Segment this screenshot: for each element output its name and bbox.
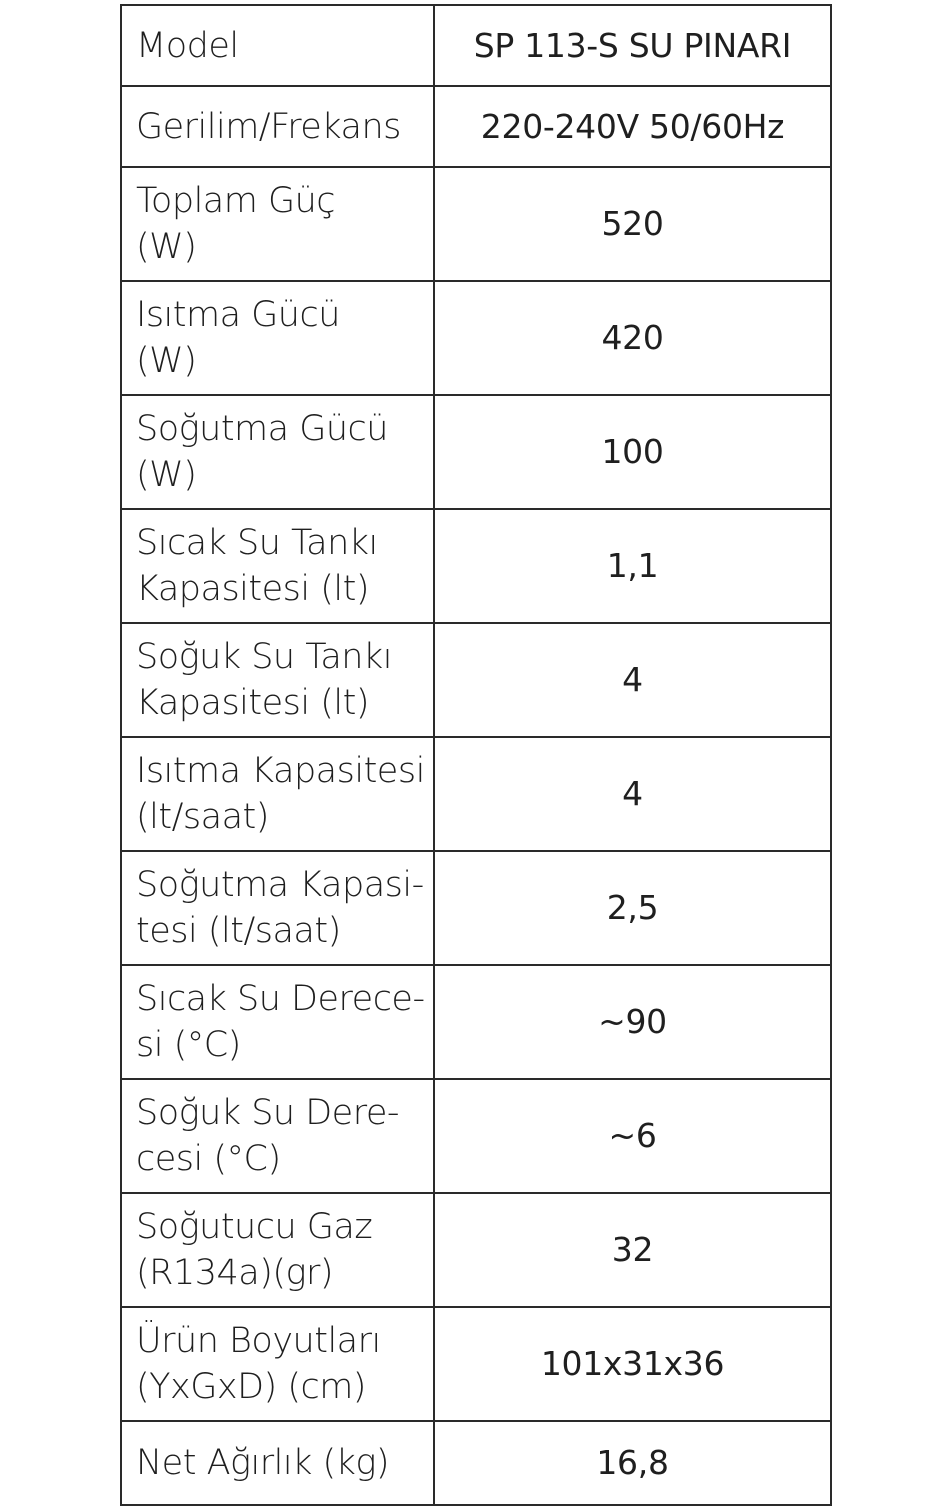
spec-label-line: (W) <box>136 341 197 381</box>
spec-value: 32 <box>434 1193 831 1307</box>
spec-label <box>121 167 434 281</box>
spec-label-line: (R134a)(gr) <box>136 1253 334 1293</box>
table-row <box>121 1307 831 1421</box>
spec-value: ~6 <box>434 1079 831 1193</box>
spec-label-line: (lt/saat) <box>136 797 269 837</box>
spec-label-line: Kapasitesi (lt) <box>136 569 370 609</box>
spec-label <box>121 86 434 167</box>
spec-label-line: Gerilim/Frekans <box>136 106 401 147</box>
spec-label <box>121 509 434 623</box>
spec-label-line: cesi (°C) <box>136 1139 281 1179</box>
spec-label <box>121 281 434 395</box>
table-row <box>121 1079 831 1193</box>
spec-label <box>121 5 434 86</box>
spec-value: 1,1 <box>434 509 831 623</box>
spec-label-line: Ürün Boyutları <box>136 1321 381 1361</box>
spec-label <box>121 1307 434 1421</box>
spec-label-line: Sıcak Su Derece- <box>136 979 425 1019</box>
spec-label-line: (W) <box>136 455 197 495</box>
spec-label-line: Isıtma Kapasitesi <box>136 751 425 791</box>
spec-label <box>121 851 434 965</box>
table-row <box>121 281 831 395</box>
spec-value: 16,8 <box>434 1421 831 1505</box>
table-row <box>121 5 831 86</box>
spec-label-line: Soğuk Su Dere- <box>136 1093 400 1133</box>
spec-value: 4 <box>434 623 831 737</box>
spec-label-line: Soğutucu Gaz <box>136 1207 373 1247</box>
table-row <box>121 86 831 167</box>
spec-value: 4 <box>434 737 831 851</box>
spec-label <box>121 965 434 1079</box>
table-row <box>121 737 831 851</box>
spec-value: 220-240V 50/60Hz <box>434 86 831 167</box>
spec-label-line: Isıtma Gücü <box>136 295 340 335</box>
spec-label <box>121 1421 434 1505</box>
table-row <box>121 395 831 509</box>
spec-table <box>120 4 832 1506</box>
spec-label-line: Soğuk Su Tankı <box>136 637 392 677</box>
spec-value: 2,5 <box>434 851 831 965</box>
spec-label <box>121 1079 434 1193</box>
spec-label-line: si (°C) <box>136 1025 241 1065</box>
spec-label-line: Sıcak Su Tankı <box>136 523 378 563</box>
spec-value: 100 <box>434 395 831 509</box>
spec-label-line: Soğutma Gücü <box>136 409 388 449</box>
spec-label-line: Model <box>136 25 239 66</box>
spec-label <box>121 623 434 737</box>
spec-label-line: Toplam Güç <box>136 181 336 221</box>
spec-value: 520 <box>434 167 831 281</box>
spec-value: SP 113-S SU PINARI <box>434 5 831 86</box>
table-row <box>121 851 831 965</box>
spec-value: ~90 <box>434 965 831 1079</box>
spec-label-line: tesi (lt/saat) <box>136 911 341 951</box>
spec-label-line: Net Ağırlık (kg) <box>136 1443 390 1483</box>
spec-label <box>121 1193 434 1307</box>
spec-value: 420 <box>434 281 831 395</box>
spec-label-line: Kapasitesi (lt) <box>136 683 370 723</box>
table-row <box>121 965 831 1079</box>
table-row <box>121 509 831 623</box>
spec-value: 101x31x36 <box>434 1307 831 1421</box>
table-row <box>121 167 831 281</box>
spec-label-line: Soğutma Kapasi- <box>136 865 424 905</box>
table-row <box>121 623 831 737</box>
spec-label <box>121 737 434 851</box>
spec-label <box>121 395 434 509</box>
table-row <box>121 1421 831 1505</box>
spec-label-line: (YxGxD) (cm) <box>136 1367 366 1407</box>
table-row <box>121 1193 831 1307</box>
spec-label-line: (W) <box>136 227 197 267</box>
